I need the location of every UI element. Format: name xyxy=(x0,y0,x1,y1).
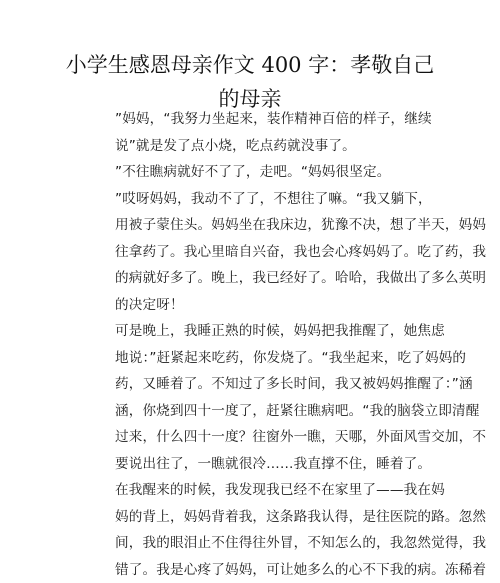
text-line: 的决定呀！ xyxy=(73,292,439,319)
text-line: 可是晚上，我睡正熟的时候，妈妈把我推醒了，她焦虑 xyxy=(73,318,439,345)
document-body xyxy=(73,106,439,583)
text-line: 说”就是发了点小烧，吃点药就没事了。 xyxy=(73,133,439,160)
paragraph xyxy=(73,477,439,583)
text-line: ”哎呀妈妈，我动不了了，不想往了嘛。“我又躺下， xyxy=(73,186,439,213)
text-line: 妈的背上，妈妈背着我，这条路我认得，是往医院的路。忽然 xyxy=(73,504,439,531)
text-line: 过来，什么四十一度？往窗外一瞧，天哪，外面风雪交加，不 xyxy=(73,424,439,451)
text-line: 要说出往了，一瞧就很冷……我直撑不住，睡着了。 xyxy=(73,451,439,478)
paragraph xyxy=(73,106,439,159)
text-line: 用被子蒙住头。妈妈坐在我床边，犹豫不决，想了半天，妈妈 xyxy=(73,212,439,239)
text-line: ”不往瞧病就好不了了，走吧。“妈妈很坚定。 xyxy=(73,159,439,186)
paragraph xyxy=(73,186,439,319)
text-line: 的病就好多了。晚上，我已经好了。哈哈，我做出了多么英明 xyxy=(73,265,439,292)
paragraph xyxy=(73,318,439,477)
text-line: 在我醒来的时候，我发现我已经不在家里了——我在妈 xyxy=(73,477,439,504)
text-line: 往拿药了。我心里暗自兴奋，我也会心疼妈妈了。吃了药，我 xyxy=(73,239,439,266)
text-line: 错了。我是心疼了妈妈，可让她多么的心不下我的病。冻稀着 xyxy=(73,557,439,583)
text-line: 地说：”赶紧起来吃药，你发烧了。“我坐起来，吃了妈妈的 xyxy=(73,345,439,372)
document-title: 小学生感恩母亲作文 400 字：孝敬自己的母亲 xyxy=(60,48,440,116)
text-line: 药，又睡着了。不知过了多长时间，我又被妈妈推醒了：”涵 xyxy=(73,371,439,398)
text-line: ”妈妈，“我努力坐起来，装作精神百倍的样子，继续 xyxy=(73,106,439,133)
text-line: 间，我的眼泪止不住得往外冒，不知怎么的，我忽然觉得，我 xyxy=(73,530,439,557)
text-line: 涵，你烧到四十一度了，赶紧往瞧病吧。“我的脑袋立即清醒 xyxy=(73,398,439,425)
paragraph xyxy=(73,159,439,186)
